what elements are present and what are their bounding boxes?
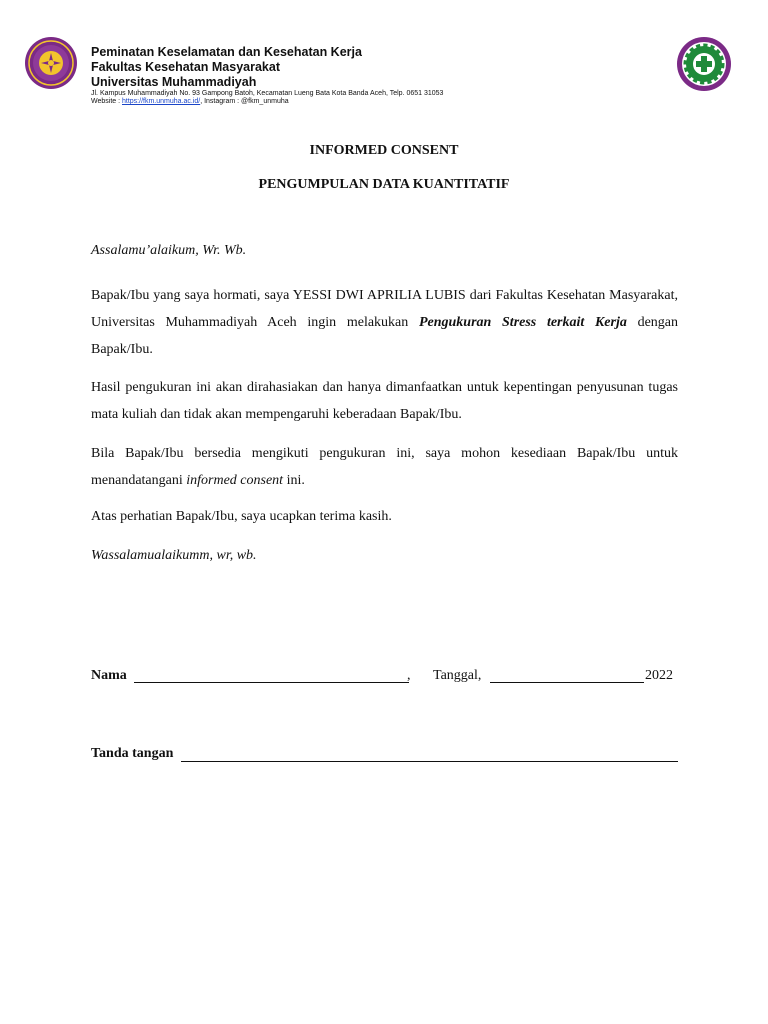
date-label: Tanggal,: [433, 668, 482, 683]
instagram-text: , Instagram : @fkm_unmuha: [200, 98, 289, 105]
department-name: Peminatan Keselamatan dan Kesehatan Kerja: [91, 45, 362, 59]
document-title: INFORMED CONSENT: [309, 143, 459, 158]
paragraph-confidentiality: Hasil pengukuran ini akan dirahasiakan dan hanya dimanfaatkan untuk kepentingan penyusunan tugas mata kuliah dan tidak akan mempengaruhi keberadaan Bapak/Ibu.: [91, 380, 678, 422]
k3-safety-cross-icon: [676, 36, 732, 92]
document-subtitle: PENGUMPULAN DATA KUANTITATIF: [258, 177, 510, 192]
date-field[interactable]: [490, 682, 644, 683]
name-comma: ,: [407, 668, 411, 683]
address: Jl. Kampus Muhammadiyah No. 93 Gampong Batoh, Kecamatan Lueng Bata Kota Banda Aceh, Telp. 0651 31053: [91, 90, 444, 97]
paragraph-thanks: Atas perhatian Bapak/Ibu, saya ucapkan terima kasih.: [91, 509, 392, 524]
paragraph-intro-text: Bapak/Ibu yang saya hormati, saya YESSI DWI APRILIA LUBIS dari Fakultas Kesehatan Masyarakat, Universitas Muhammadiyah Aceh ingin melakukan: [91, 288, 678, 330]
name-label: Nama: [91, 668, 127, 683]
paragraph-intro: [91, 282, 678, 363]
closing-salutation: Wassalamualaikumm, wr, wb.: [91, 548, 257, 563]
university-name: Universitas Muhammadiyah: [91, 75, 257, 89]
measurement-title: Pengukuran Stress terkait Kerja: [418, 315, 627, 330]
paragraph-intro-end: dengan Bapak/Ibu.: [91, 315, 678, 357]
paragraph-request-text: Bila Bapak/Ibu bersedia mengikuti pengukuran ini, saya mohon kesediaan Bapak/Ibu untuk menandatangani: [91, 446, 678, 488]
paragraph-request-end: ini.: [283, 473, 305, 488]
website-link[interactable]: https://fkm.unmuha.ac.id/: [122, 98, 201, 105]
signature-label: Tanda tangan: [91, 746, 174, 761]
faculty-name: Fakultas Kesehatan Masyarakat: [91, 60, 280, 74]
letterhead-text: [91, 45, 443, 106]
university-seal-icon: [24, 36, 78, 90]
greeting: Assalamu’alaikum, Wr. Wb.: [91, 243, 247, 258]
signature-field[interactable]: [181, 761, 678, 762]
website-line: [91, 98, 443, 106]
paragraph-request: [91, 440, 678, 494]
website-label: Website :: [91, 98, 122, 105]
name-field[interactable]: [134, 682, 409, 683]
year-text: 2022: [645, 668, 673, 683]
informed-consent-term: informed consent: [186, 473, 284, 488]
letterhead: [0, 0, 768, 110]
